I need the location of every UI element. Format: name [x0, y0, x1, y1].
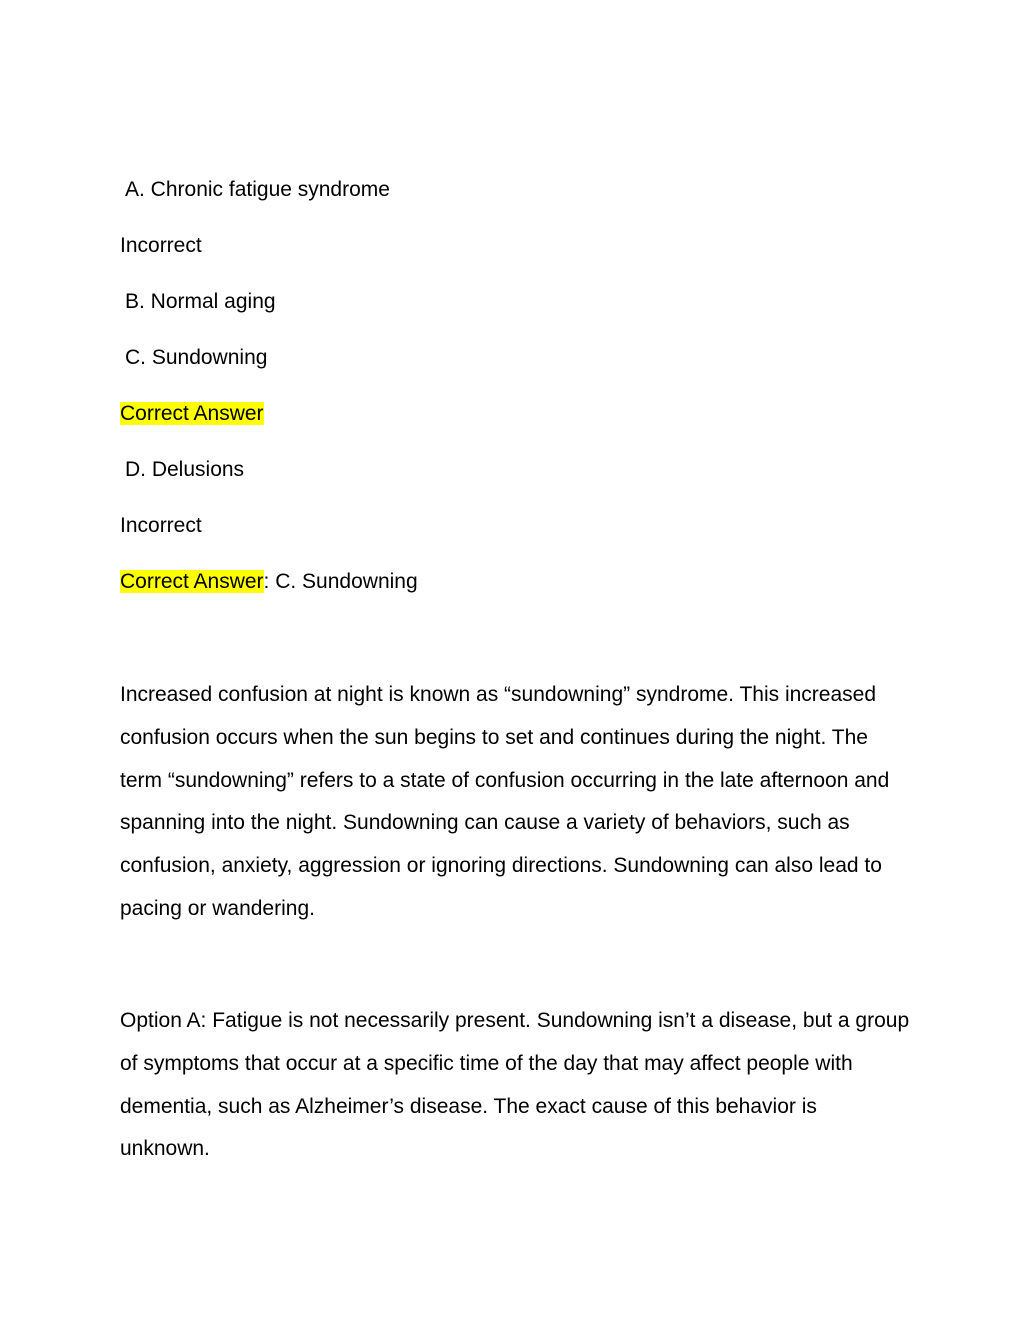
correct-answer-label: Correct Answer [120, 570, 264, 593]
correct-answer-highlight: Correct Answer [120, 402, 264, 425]
explanation-paragraph: Increased confusion at night is known as “sundowning” syndrome. This increased confusion occurs when the sun begins to set and continues during the night. The term “sundowning” refers to a state of confusion occurring in the late afternoon and spanning into the night. Sundowning can cause a variety of behaviors, such as confusion, anxiety, aggression or ignoring directions. Sundowning can also lead to pacing or wandering. [120, 683, 890, 920]
option-a: A. Chronic fatigue syndrome [125, 178, 390, 201]
option-c-status [120, 400, 264, 428]
option-d: D. Delusions [125, 458, 245, 481]
option-d-status: Incorrect [120, 514, 202, 537]
option-a-status: Incorrect [120, 234, 202, 257]
correct-answer-line [120, 568, 418, 596]
option-a-rationale-paragraph: Option A: Fatigue is not necessarily present. Sundowning isn’t a disease, but a group of symptoms that occur at a specific time of the day that may affect people with dementia, such as Alzheimer’s disease. The exact cause of this behavior is unknown. [120, 1009, 910, 1161]
correct-answer-value: : C. Sundowning [263, 570, 418, 593]
option-c: C. Sundowning [125, 346, 268, 369]
option-b: B. Normal aging [125, 290, 276, 313]
